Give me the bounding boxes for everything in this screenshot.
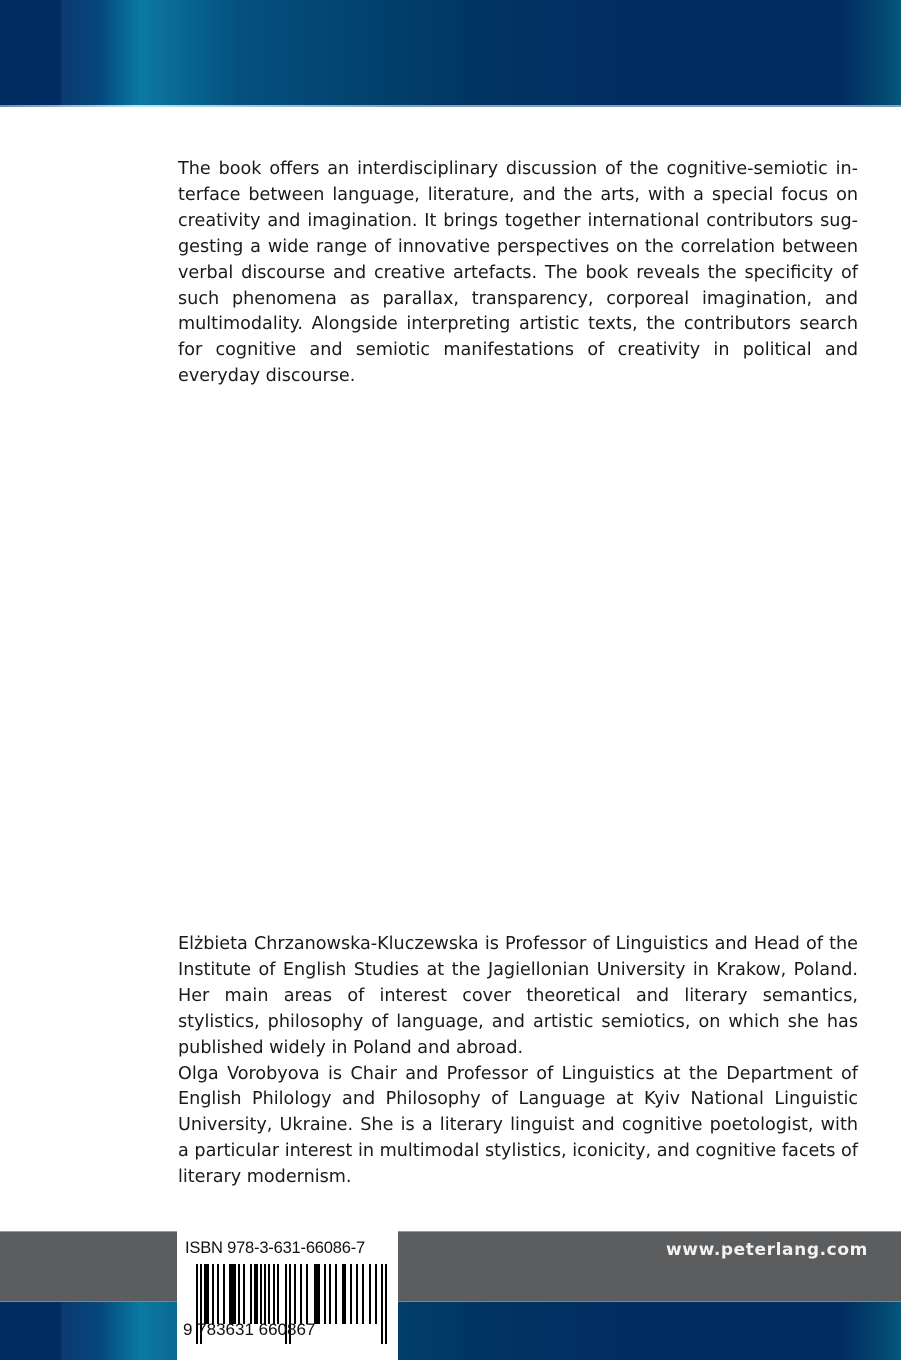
author-bios (178, 932, 858, 1191)
isbn-barcode-box (177, 1231, 398, 1360)
author-bio-1: Elżbieta Chrzanowska-Kluczewska is Professor of Linguistics and Head of the Institute of English Studies at the Jagiellonian University in Krakow, Poland. Her main areas of interest cover theoretical and literary semantics, stylistics, philosophy of language, and artistic semiotics, on which she has published widely in Poland and abroad. (178, 934, 858, 1058)
blurb-paragraph: The book offers an interdisciplinary discussion of the cognitive-semiotic interface between language, literature, and the arts, with a special focus on creativity and imagination. It brings together international contributors suggesting a wide range of innovative perspectives on the correlation between verbal discourse and creative artefacts. The book reveals the specificity of such phenomena as parallax, transparency, corporeal imagination, and multimodality. Alongside interpreting artistic texts, the contributors search for cognitive and semiotic manifestations of creativity in political and everyday discourse. (178, 159, 858, 387)
barcode-digits: 9 783631 660867 (183, 1320, 316, 1339)
isbn-label: ISBN 978-3-631-66086-7 (185, 1239, 365, 1257)
author-bio-2: Olga Vorobyova is Chair and Professor of Linguistics at the Department of English Philology and Philosophy of Language at Kyiv National Linguistic University, Ukraine. She is a literary linguist and cognitive poetologist, with a particular interest in multimodal stylistics, iconicity, and cognitive facets of literary modernism. (178, 1063, 858, 1188)
bottom-color-band (0, 1301, 901, 1360)
top-color-band (0, 0, 901, 107)
publisher-url[interactable]: www.peterlang.com (666, 1240, 868, 1260)
book-blurb (178, 157, 858, 390)
